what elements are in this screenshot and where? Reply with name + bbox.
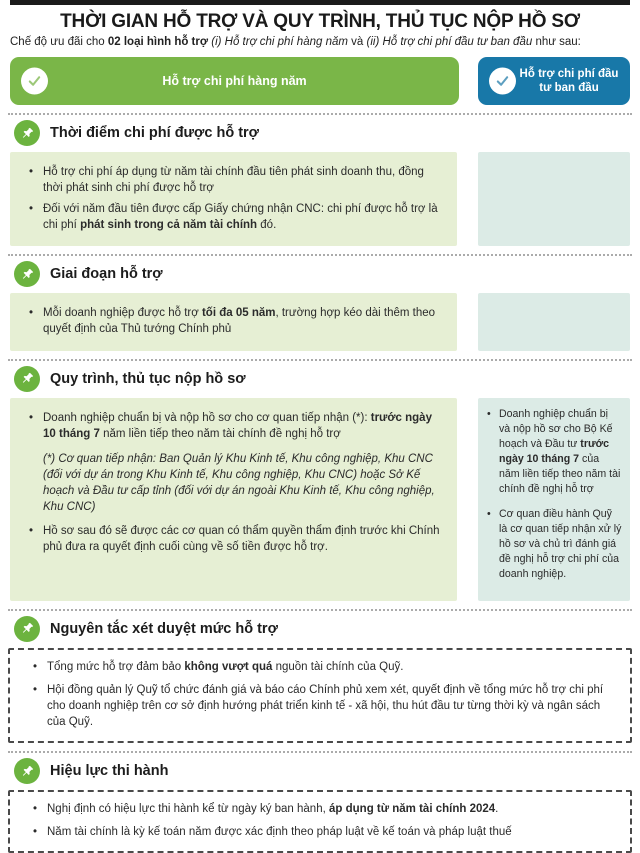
annual-column-box (10, 398, 457, 601)
initial-column-box-empty (478, 293, 630, 350)
section-header (14, 758, 640, 784)
dotted-divider (8, 359, 632, 361)
initial-column-box-empty (478, 152, 630, 246)
section-title: Quy trình, thủ tục nộp hồ sơ (50, 370, 246, 387)
dotted-divider (8, 254, 632, 256)
pushpin-icon (14, 758, 40, 784)
section-content (10, 398, 630, 601)
annual-support-label: Hỗ trợ chi phí hàng năm (162, 74, 307, 88)
bullet-item: • Cơ quan điều hành Quỹ là cơ quan tiếp nhận xử lý hồ sơ và chủ trì đánh giá đề nghị hỗ trợ chi phí của doanh nghiệp. (486, 507, 622, 582)
page-title: THỜI GIAN HỖ TRỢ VÀ QUY TRÌNH, THỦ TỤC NỘP HỒ SƠ (60, 11, 580, 32)
bullet-item: • Tổng mức hỗ trợ đảm bảo không vượt quá nguồn tài chính của Quỹ. (26, 659, 614, 675)
section-title: Giai đoạn hỗ trợ (50, 266, 163, 283)
annual-column-box (10, 293, 457, 350)
pushpin-icon (14, 120, 40, 146)
section-title: Thời điểm chi phí được hỗ trợ (50, 125, 259, 141)
section-content (10, 293, 630, 350)
bullet-item: • Hồ sơ sau đó sẽ được các cơ quan có thẩm quyền thẩm định trước khi Chính phủ đưa ra quyết định cuối cùng về số tiền được hỗ trợ. (22, 523, 445, 555)
bullet-item: • Năm tài chính là kỳ kế toán năm được xác định theo pháp luật về kế toán và pháp luật thuế (26, 824, 614, 840)
section-principles (0, 616, 640, 743)
checkmark-icon (489, 68, 516, 95)
section-title: Hiệu lực thi hành (50, 763, 169, 780)
top-black-bar (10, 0, 630, 5)
bullet-item: • Doanh nghiệp chuẩn bị và nộp hồ sơ cho Bộ Kế hoạch và Đầu tư trước ngày 10 tháng 7 của năm liền tiếp theo năm tài chính đề nghị hỗ trợ (486, 407, 622, 497)
section-process (0, 366, 640, 601)
intro-text: Chế độ ưu đãi cho 02 loại hình hỗ trợ (i) Hỗ trợ chi phí hàng năm và (ii) Hỗ trợ chi phí đầu tư ban đầu như sau: (10, 36, 581, 48)
receiving-agency-note: (*) Cơ quan tiếp nhận: Ban Quản lý Khu Kinh tế, Khu công nghiệp, Khu CNC (đối với dự án trong Khu Kinh tế, Khu công nghiệp, Khu CNC) hoặc Sở Kế hoạch và Đầu tư cấp tỉnh (đối với dự án ngoài Khu Kinh tế, Khu công nghiệp, Khu CNC) (43, 452, 435, 514)
pushpin-icon (14, 366, 40, 392)
annual-column-box (10, 152, 457, 246)
bullet-item: • Doanh nghiệp chuẩn bị và nộp hồ sơ cho cơ quan tiếp nhận (*): trước ngày 10 tháng 7 năm liền tiếp theo năm tài chính đề nghị hỗ trợ (22, 410, 445, 442)
checkmark-icon (21, 68, 48, 95)
section-header (14, 616, 640, 642)
dotted-divider (8, 609, 632, 611)
bullet-item: • Hội đồng quản lý Quỹ tổ chức đánh giá và báo cáo Chính phủ xem xét, quyết định về tổng mức hỗ trợ chi phí cho doanh nghiệp trên cơ sở định hướng phát triển kinh tế - xã hội, thu hút đầu tư từng thời kỳ và ngân sách của Quỹ. (26, 682, 614, 730)
initial-column-box (478, 398, 630, 601)
bullet-item: • Đối với năm đầu tiên được cấp Giấy chứng nhận CNC: chi phí được hỗ trợ là chi phí phát sinh trong cả năm tài chính đó. (22, 201, 445, 233)
bullet-item: • Hỗ trợ chi phí áp dụng từ năm tài chính đầu tiên phát sinh doanh thu, đồng thời phát sinh chi phí được hỗ trợ (22, 164, 445, 196)
section-content (10, 152, 630, 246)
section-header (14, 261, 640, 287)
initial-support-label: Hỗ trợ chi phí đầu tư ban đầu (519, 67, 619, 94)
initial-support-badge (478, 57, 630, 105)
pushpin-icon (14, 261, 40, 287)
dotted-divider (8, 113, 632, 115)
section-timing (0, 120, 640, 246)
effect-box (8, 790, 632, 853)
section-header (14, 120, 640, 146)
pushpin-icon (14, 616, 40, 642)
bullet-item: • Mỗi doanh nghiệp được hỗ trợ tối đa 05 năm, trường hợp kéo dài thêm theo quyết định của Thủ tướng Chính phủ (22, 305, 445, 337)
support-type-legend (10, 57, 630, 105)
section-effect (0, 758, 640, 853)
section-header (14, 366, 640, 392)
section-title: Nguyên tắc xét duyệt mức hỗ trợ (50, 620, 278, 637)
dotted-divider (8, 751, 632, 753)
section-period (0, 261, 640, 350)
annual-support-badge (10, 57, 459, 105)
bullet-item: • Nghị định có hiệu lực thi hành kể từ ngày ký ban hành, áp dụng từ năm tài chính 2024. (26, 801, 614, 817)
principles-box (8, 648, 632, 743)
